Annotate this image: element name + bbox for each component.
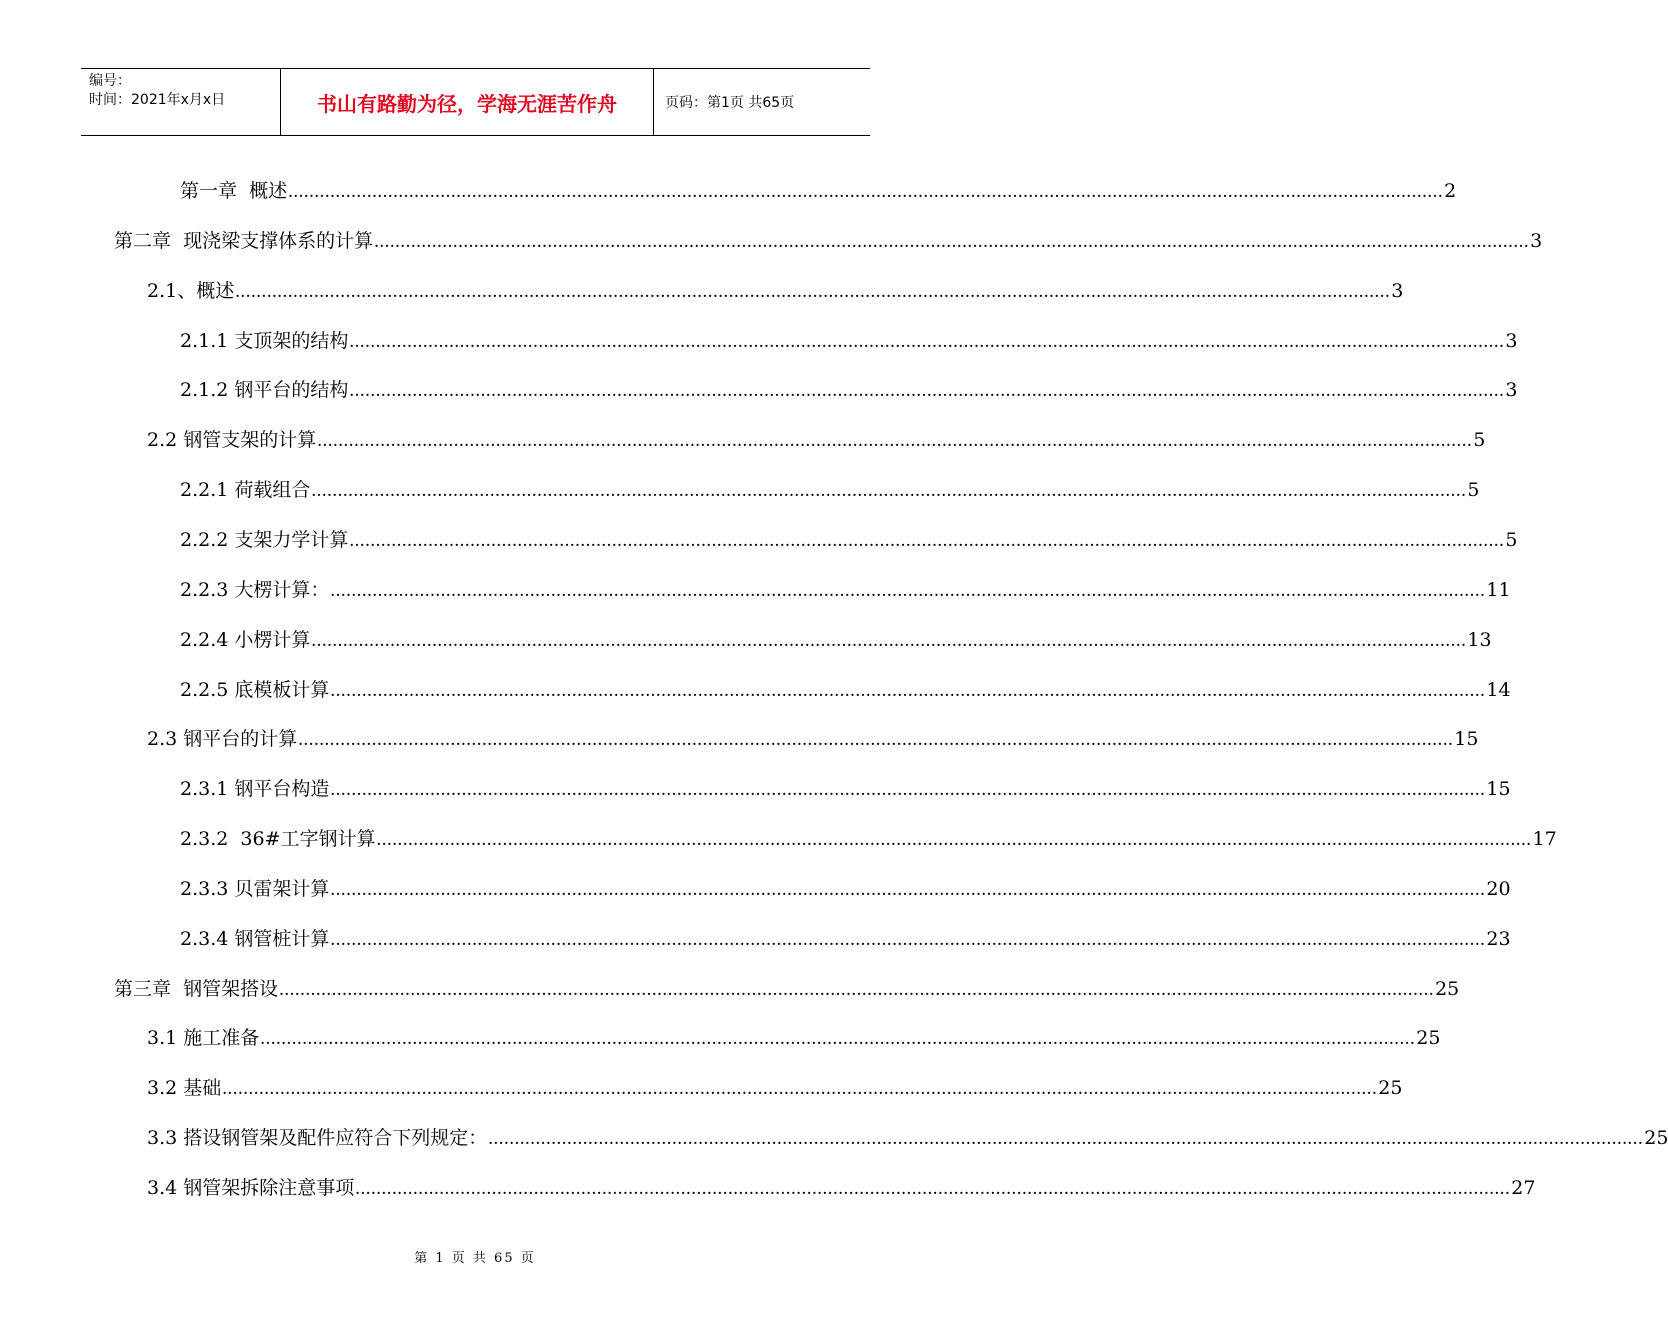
- toc-dot-leader: ............................................................................................................................................................................................................................: [330, 680, 1486, 701]
- header-motto: 书山有路勤为径，学海无涯苦作舟: [281, 69, 654, 135]
- toc-entry-label: 2.2 钢管支架的计算: [147, 429, 317, 451]
- toc-entry[interactable]: [180, 526, 1518, 554]
- toc-dot-leader: ............................................................................................................................................................................................................................: [488, 1128, 1644, 1149]
- toc-dot-leader: ............................................................................................................................................................................................................................: [376, 829, 1532, 850]
- toc-dot-leader: ............................................................................................................................................................................................................................: [330, 779, 1486, 800]
- toc-entry-page: 5: [1505, 529, 1518, 551]
- toc-dot-leader: ............................................................................................................................................................................................................................: [317, 430, 1473, 451]
- toc-dot-leader: ............................................................................................................................................................................................................................: [235, 281, 1391, 302]
- toc-dot-leader: ............................................................................................................................................................................................................................: [222, 1078, 1378, 1099]
- toc-entry-page: 25: [1378, 1077, 1403, 1099]
- toc-entry[interactable]: [147, 277, 1404, 305]
- toc-entry[interactable]: [180, 327, 1518, 355]
- toc-entry-label: 第二章 现浇梁支撑体系的计算: [114, 230, 374, 252]
- toc-entry-label: 2.3 钢平台的计算: [147, 728, 298, 750]
- toc-entry-label: 2.3.1 钢平台构造: [180, 778, 330, 800]
- toc-dot-leader: ............................................................................................................................................................................................................................: [374, 231, 1530, 252]
- toc-dot-leader: ............................................................................................................................................................................................................................: [288, 181, 1444, 202]
- toc-entry[interactable]: [114, 975, 1460, 1003]
- toc-entry-page: 20: [1486, 878, 1511, 900]
- toc-dot-leader: ............................................................................................................................................................................................................................: [330, 929, 1486, 950]
- toc-entry-page: 3: [1530, 230, 1543, 252]
- toc-entry-page: 11: [1486, 579, 1511, 601]
- toc-entry[interactable]: [114, 227, 1543, 255]
- toc-entry-page: 2: [1444, 180, 1457, 202]
- toc-dot-leader: ............................................................................................................................................................................................................................: [349, 331, 1505, 352]
- toc-entry[interactable]: [180, 875, 1511, 903]
- header-meta: [81, 69, 281, 135]
- toc-entry-label: 3.4 钢管架拆除注意事项: [147, 1177, 355, 1199]
- toc-dot-leader: ............................................................................................................................................................................................................................: [355, 1178, 1511, 1199]
- page-header: [81, 68, 870, 136]
- toc-entry[interactable]: [180, 376, 1518, 404]
- toc-entry-label: 2.1.2 钢平台的结构: [180, 379, 349, 401]
- toc-entry-label: 2.3.4 钢管桩计算: [180, 928, 330, 950]
- toc-entry-page: 27: [1511, 1177, 1536, 1199]
- toc-dot-leader: ............................................................................................................................................................................................................................: [311, 480, 1467, 501]
- toc-entry-page: 13: [1467, 629, 1492, 651]
- toc-dot-leader: ............................................................................................................................................................................................................................: [330, 580, 1486, 601]
- toc-entry-page: 15: [1486, 778, 1511, 800]
- toc-entry-page: 17: [1532, 828, 1557, 850]
- toc-entry-page: 15: [1454, 728, 1479, 750]
- toc-entry-page: 5: [1467, 479, 1480, 501]
- toc-entry-page: 5: [1473, 429, 1486, 451]
- toc-entry[interactable]: [147, 1124, 1668, 1152]
- toc-entry-label: 3.2 基础: [147, 1077, 222, 1099]
- toc-entry[interactable]: [180, 576, 1511, 604]
- toc-dot-leader: ............................................................................................................................................................................................................................: [298, 729, 1454, 750]
- toc-entry[interactable]: [180, 925, 1511, 953]
- toc-entry-label: 2.1.1 支顶架的结构: [180, 330, 349, 352]
- toc-dot-leader: ............................................................................................................................................................................................................................: [330, 879, 1486, 900]
- toc-entry[interactable]: [180, 476, 1480, 504]
- toc-entry-label: 第三章 钢管架搭设: [114, 978, 279, 1000]
- toc-entry-label: 3.1 施工准备: [147, 1027, 260, 1049]
- number-label: 编号：: [89, 73, 131, 89]
- toc-entry-label: 3.3 搭设钢管架及配件应符合下列规定：: [147, 1127, 488, 1149]
- toc-entry-page: 25: [1435, 978, 1460, 1000]
- toc-entry[interactable]: [147, 1024, 1441, 1052]
- toc-entry-page: 25: [1644, 1127, 1668, 1149]
- toc-entry[interactable]: [180, 775, 1511, 803]
- toc-dot-leader: ............................................................................................................................................................................................................................: [349, 530, 1505, 551]
- toc-dot-leader: ............................................................................................................................................................................................................................: [349, 380, 1505, 401]
- toc-entry-page: 14: [1486, 679, 1511, 701]
- toc-entry[interactable]: [147, 426, 1486, 454]
- toc-dot-leader: ............................................................................................................................................................................................................................: [311, 630, 1467, 651]
- toc-entry-label: 2.2.1 荷载组合: [180, 479, 311, 501]
- toc-entry[interactable]: [180, 676, 1511, 704]
- toc-entry[interactable]: [180, 177, 1457, 205]
- time-label: 时间：2021年x月x日: [89, 92, 226, 108]
- toc-entry[interactable]: [147, 1074, 1403, 1102]
- toc-entry[interactable]: [147, 1174, 1536, 1202]
- toc-entry-label: 2.2.5 底模板计算: [180, 679, 330, 701]
- toc-entry-label: 2.2.2 支架力学计算: [180, 529, 349, 551]
- toc-entry-page: 3: [1505, 379, 1518, 401]
- toc-entry-label: 2.2.4 小楞计算: [180, 629, 311, 651]
- toc-entry-label: 2.3.2 36#工字钢计算: [180, 828, 376, 850]
- toc-entry-label: 2.3.3 贝雷架计算: [180, 878, 330, 900]
- toc-entry[interactable]: [180, 626, 1492, 654]
- page-footer: 第 1 页 共 65 页: [414, 1251, 536, 1266]
- header-page-info: 页码：第1页 共65页: [665, 95, 795, 111]
- toc-entry[interactable]: [147, 725, 1479, 753]
- toc-entry-label: 2.2.3 大楞计算：: [180, 579, 330, 601]
- toc-entry-page: 3: [1505, 330, 1518, 352]
- toc-entry-page: 23: [1486, 928, 1511, 950]
- toc-entry[interactable]: [180, 825, 1557, 853]
- toc-entry-label: 第一章 概述: [180, 180, 288, 202]
- toc-entry-label: 2.1、概述: [147, 280, 235, 302]
- toc-dot-leader: ............................................................................................................................................................................................................................: [260, 1028, 1416, 1049]
- toc-dot-leader: ............................................................................................................................................................................................................................: [279, 979, 1435, 1000]
- toc-entry-page: 25: [1416, 1027, 1441, 1049]
- toc-entry-page: 3: [1391, 280, 1404, 302]
